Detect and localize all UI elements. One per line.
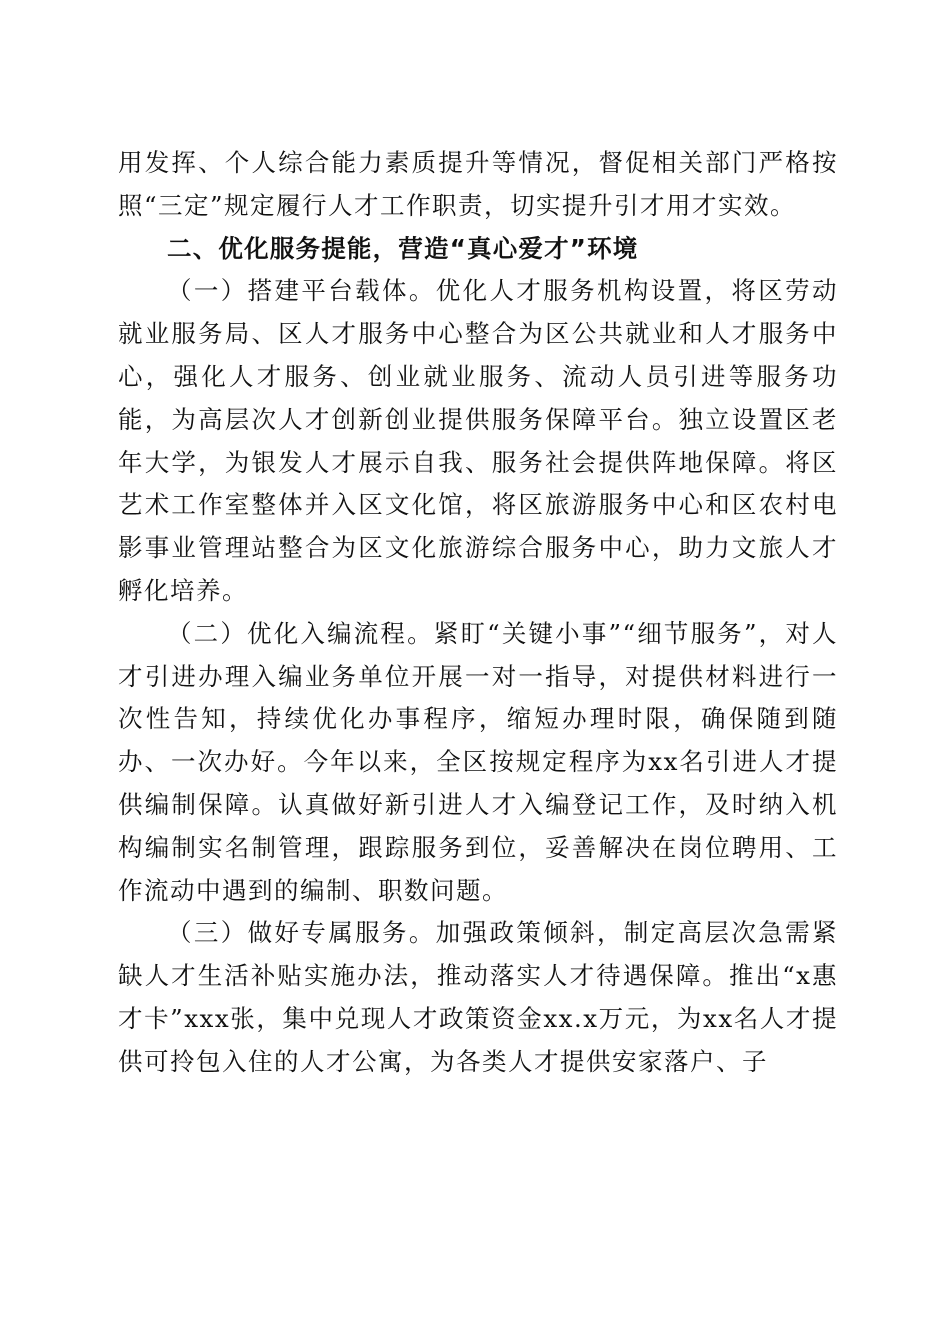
paragraph-lead: （一）搭建平台载体。 xyxy=(167,276,436,306)
continuation-paragraph: 用发挥、个人综合能力素质提升等情况，督促相关部门严格按照“三定”规定履行人才工作职责，切实提升引才用才实效。 xyxy=(118,148,838,220)
paragraph-service xyxy=(118,912,838,1083)
document-body xyxy=(118,142,838,1084)
paragraph-text: 优化人才服务机构设置，将区劳动就业服务局、区人才服务中心整合为区公共就业和人才服务中心，强化人才服务、创业就业服务、流动人员引进等服务功能，为高层次人才创新创业提供服务保障平台。独立设置区老年大学，为银发人才展示自我、服务社会提供阵地保障。将区艺术工作室整体并入区文化馆，将区旅游服务中心和区农村电影事业管理站整合为区文化旅游综合服务中心，助力文旅人才孵化培养。 xyxy=(118,276,838,605)
paragraph-enrollment xyxy=(118,613,838,913)
paragraph-text: 紧盯“关键小事”“细节服务”，对人才引进办理入编业务单位开展一对一指导，对提供材料进行一次性告知，持续优化办事程序，缩短办理时限，确保随到随办、一次办好。今年以来，全区按规定程序为xx名引进人才提供编制保障。认真做好新引进人才入编登记工作，及时纳入机构编制实名制管理，跟踪服务到位，妥善解决在岗位聘用、工作流动中遇到的编制、职数问题。 xyxy=(118,618,838,905)
paragraph-lead: （二）优化入编流程。 xyxy=(167,618,434,648)
paragraph-lead: （三）做好专属服务。 xyxy=(167,918,436,948)
section-heading: 二、优化服务提能，营造“真心爱才”环境 xyxy=(167,233,639,263)
paragraph-platform xyxy=(118,270,838,612)
paragraph-text: 加强政策倾斜，制定高层次急需紧缺人才生活补贴实施办法，推动落实人才待遇保障。推出“x惠才卡”xxx张，集中兑现人才政策资金xx.x万元，为xx名人才提供可拎包入住的人才公寓，为各类人才提供安家落户、子 xyxy=(118,918,838,1076)
